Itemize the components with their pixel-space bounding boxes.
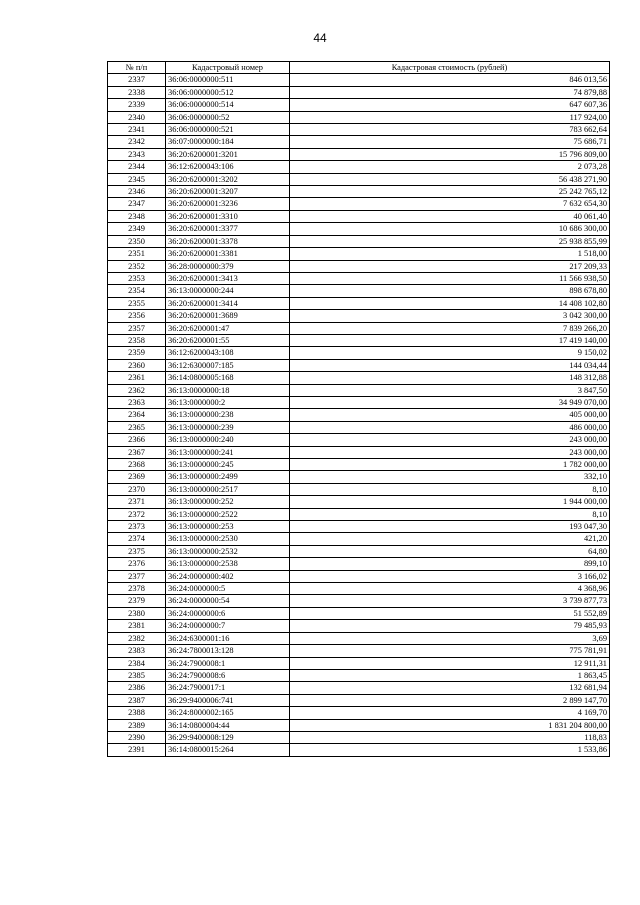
cadastral-value-cell: 899,10 (290, 558, 610, 570)
cadastral-number-cell: 36:13:0000000:238 (166, 409, 290, 421)
table-row (108, 558, 610, 570)
cadastral-number-cell: 36:12:6200043:106 (166, 161, 290, 173)
cadastral-number-cell: 36:06:0000000:511 (166, 74, 290, 86)
cadastral-value-table (107, 61, 610, 757)
cadastral-number-cell: 36:24:7900017:1 (166, 682, 290, 694)
cadastral-value-cell: 15 796 809,00 (290, 148, 610, 160)
row-number-cell: 2344 (108, 161, 166, 173)
cadastral-number-cell: 36:20:6200001:3207 (166, 186, 290, 198)
table-row (108, 508, 610, 520)
cadastral-value-cell: 11 566 938,50 (290, 272, 610, 284)
table-row (108, 694, 610, 706)
cadastral-number-cell: 36:24:0000000:7 (166, 620, 290, 632)
cadastral-number-cell: 36:24:0000000:6 (166, 607, 290, 619)
row-number-cell: 2368 (108, 459, 166, 471)
table-row (108, 396, 610, 408)
row-number-cell: 2354 (108, 285, 166, 297)
cadastral-number-cell: 36:24:7800013:128 (166, 645, 290, 657)
column-header-cadastral-value: Кадастровая стоимость (рублей) (290, 62, 610, 74)
table-row (108, 186, 610, 198)
row-number-cell: 2382 (108, 632, 166, 644)
cadastral-number-cell: 36:20:6200001:3310 (166, 210, 290, 222)
row-number-cell: 2391 (108, 744, 166, 756)
cadastral-value-cell: 1 782 000,00 (290, 459, 610, 471)
row-number-cell: 2357 (108, 322, 166, 334)
row-number-cell: 2367 (108, 446, 166, 458)
cadastral-value-cell: 783 662,64 (290, 124, 610, 136)
row-number-cell: 2370 (108, 483, 166, 495)
cadastral-number-cell: 36:24:6300001:16 (166, 632, 290, 644)
row-number-cell: 2338 (108, 86, 166, 98)
cadastral-number-cell: 36:06:0000000:512 (166, 86, 290, 98)
table-row (108, 99, 610, 111)
cadastral-number-cell: 36:13:0000000:2499 (166, 471, 290, 483)
cadastral-number-cell: 36:13:0000000:2 (166, 396, 290, 408)
cadastral-value-cell: 9 150,02 (290, 347, 610, 359)
table-row (108, 347, 610, 359)
cadastral-number-cell: 36:24:0000000:5 (166, 583, 290, 595)
table-row (108, 707, 610, 719)
cadastral-number-cell: 36:20:6200001:3377 (166, 223, 290, 235)
cadastral-number-cell: 36:24:0000000:54 (166, 595, 290, 607)
cadastral-value-cell: 775 781,91 (290, 645, 610, 657)
row-number-cell: 2353 (108, 272, 166, 284)
cadastral-value-cell: 2 899 147,70 (290, 694, 610, 706)
cadastral-value-cell: 846 013,56 (290, 74, 610, 86)
cadastral-number-cell: 36:13:0000000:2530 (166, 533, 290, 545)
cadastral-number-cell: 36:07:0000000:184 (166, 136, 290, 148)
cadastral-number-cell: 36:20:6200001:3689 (166, 310, 290, 322)
row-number-cell: 2346 (108, 186, 166, 198)
row-number-cell: 2373 (108, 521, 166, 533)
cadastral-value-cell: 3,69 (290, 632, 610, 644)
row-number-cell: 2339 (108, 99, 166, 111)
table-row (108, 645, 610, 657)
table-row (108, 223, 610, 235)
cadastral-value-cell: 1 533,86 (290, 744, 610, 756)
table-row (108, 260, 610, 272)
cadastral-value-cell: 144 034,44 (290, 359, 610, 371)
cadastral-value-cell: 74 879,88 (290, 86, 610, 98)
cadastral-number-cell: 36:24:0000000:402 (166, 570, 290, 582)
cadastral-value-cell: 1 518,00 (290, 248, 610, 260)
cadastral-number-cell: 36:20:6200001:3201 (166, 148, 290, 160)
row-number-cell: 2359 (108, 347, 166, 359)
table-row (108, 446, 610, 458)
cadastral-value-cell: 421,20 (290, 533, 610, 545)
row-number-cell: 2342 (108, 136, 166, 148)
cadastral-number-cell: 36:24:7900008:1 (166, 657, 290, 669)
table-row (108, 719, 610, 731)
column-header-number: № п/п (108, 62, 166, 74)
cadastral-number-cell: 36:20:6200001:3414 (166, 297, 290, 309)
row-number-cell: 2350 (108, 235, 166, 247)
cadastral-value-cell: 3 739 877,73 (290, 595, 610, 607)
cadastral-number-cell: 36:13:0000000:253 (166, 521, 290, 533)
cadastral-value-cell: 243 000,00 (290, 446, 610, 458)
table-row (108, 496, 610, 508)
row-number-cell: 2356 (108, 310, 166, 322)
cadastral-number-cell: 36:06:0000000:52 (166, 111, 290, 123)
row-number-cell: 2384 (108, 657, 166, 669)
cadastral-value-cell: 25 938 855,99 (290, 235, 610, 247)
row-number-cell: 2381 (108, 620, 166, 632)
table-row (108, 421, 610, 433)
table-row (108, 285, 610, 297)
row-number-cell: 2358 (108, 334, 166, 346)
table-row (108, 235, 610, 247)
table-row (108, 322, 610, 334)
cadastral-number-cell: 36:20:6200001:47 (166, 322, 290, 334)
cadastral-value-cell: 40 061,40 (290, 210, 610, 222)
cadastral-value-cell: 4 169,70 (290, 707, 610, 719)
cadastral-value-cell: 75 686,71 (290, 136, 610, 148)
table-row (108, 620, 610, 632)
cadastral-number-cell: 36:06:0000000:514 (166, 99, 290, 111)
row-number-cell: 2388 (108, 707, 166, 719)
table-row (108, 744, 610, 756)
table-row (108, 545, 610, 557)
table-row (108, 334, 610, 346)
cadastral-number-cell: 36:28:0000000:379 (166, 260, 290, 272)
cadastral-number-cell: 36:13:0000000:245 (166, 459, 290, 471)
row-number-cell: 2386 (108, 682, 166, 694)
table-row (108, 657, 610, 669)
cadastral-number-cell: 36:20:6200001:3413 (166, 272, 290, 284)
cadastral-value-cell: 3 847,50 (290, 384, 610, 396)
row-number-cell: 2361 (108, 372, 166, 384)
row-number-cell: 2366 (108, 434, 166, 446)
cadastral-number-cell: 36:13:0000000:2532 (166, 545, 290, 557)
cadastral-value-cell: 1 944 000,00 (290, 496, 610, 508)
row-number-cell: 2389 (108, 719, 166, 731)
table-row (108, 521, 610, 533)
cadastral-number-cell: 36:13:0000000:244 (166, 285, 290, 297)
cadastral-number-cell: 36:14:0800004:44 (166, 719, 290, 731)
table-row (108, 310, 610, 322)
cadastral-value-cell: 56 438 271,90 (290, 173, 610, 185)
cadastral-value-cell: 898 678,80 (290, 285, 610, 297)
cadastral-value-cell: 17 419 140,00 (290, 334, 610, 346)
table-row (108, 297, 610, 309)
table-body (108, 74, 610, 756)
table-row (108, 731, 610, 743)
cadastral-number-cell: 36:13:0000000:18 (166, 384, 290, 396)
table-row (108, 359, 610, 371)
cadastral-number-cell: 36:13:0000000:252 (166, 496, 290, 508)
row-number-cell: 2372 (108, 508, 166, 520)
table-row (108, 682, 610, 694)
cadastral-value-cell: 8,10 (290, 483, 610, 495)
cadastral-value-cell: 3 166,02 (290, 570, 610, 582)
row-number-cell: 2340 (108, 111, 166, 123)
cadastral-value-cell: 1 831 204 800,00 (290, 719, 610, 731)
cadastral-number-cell: 36:13:0000000:241 (166, 446, 290, 458)
row-number-cell: 2385 (108, 669, 166, 681)
cadastral-value-cell: 193 047,30 (290, 521, 610, 533)
cadastral-value-cell: 132 681,94 (290, 682, 610, 694)
table-row (108, 161, 610, 173)
cadastral-value-cell: 243 000,00 (290, 434, 610, 446)
table-row (108, 124, 610, 136)
row-number-cell: 2341 (108, 124, 166, 136)
cadastral-value-cell: 2 073,28 (290, 161, 610, 173)
cadastral-number-cell: 36:24:7900008:6 (166, 669, 290, 681)
row-number-cell: 2345 (108, 173, 166, 185)
cadastral-number-cell: 36:14:0800005:168 (166, 372, 290, 384)
table-row (108, 198, 610, 210)
cadastral-value-cell: 647 607,36 (290, 99, 610, 111)
cadastral-value-cell: 7 839 266,20 (290, 322, 610, 334)
row-number-cell: 2387 (108, 694, 166, 706)
cadastral-number-cell: 36:14:0800015:264 (166, 744, 290, 756)
row-number-cell: 2376 (108, 558, 166, 570)
table-row (108, 570, 610, 582)
row-number-cell: 2343 (108, 148, 166, 160)
table-row (108, 384, 610, 396)
row-number-cell: 2390 (108, 731, 166, 743)
cadastral-value-cell: 25 242 765,12 (290, 186, 610, 198)
cadastral-value-cell: 405 000,00 (290, 409, 610, 421)
table-row (108, 471, 610, 483)
table-row (108, 483, 610, 495)
table-row (108, 248, 610, 260)
table-row (108, 533, 610, 545)
cadastral-number-cell: 36:13:0000000:2517 (166, 483, 290, 495)
page-number: 44 (313, 31, 327, 45)
cadastral-number-cell: 36:24:8000002:165 (166, 707, 290, 719)
row-number-cell: 2347 (108, 198, 166, 210)
row-number-cell: 2378 (108, 583, 166, 595)
cadastral-number-cell: 36:20:6200001:3202 (166, 173, 290, 185)
cadastral-number-cell: 36:12:6300007:185 (166, 359, 290, 371)
row-number-cell: 2351 (108, 248, 166, 260)
cadastral-number-cell: 36:20:6200001:55 (166, 334, 290, 346)
cadastral-value-cell: 118,83 (290, 731, 610, 743)
table-row (108, 173, 610, 185)
row-number-cell: 2369 (108, 471, 166, 483)
cadastral-value-cell: 51 552,89 (290, 607, 610, 619)
table-row (108, 272, 610, 284)
table-row (108, 632, 610, 644)
cadastral-number-cell: 36:20:6200001:3236 (166, 198, 290, 210)
row-number-cell: 2365 (108, 421, 166, 433)
table-row (108, 583, 610, 595)
row-number-cell: 2360 (108, 359, 166, 371)
cadastral-value-cell: 332,10 (290, 471, 610, 483)
column-header-cadastral-number: Кадастровый номер (166, 62, 290, 74)
cadastral-number-cell: 36:13:0000000:2522 (166, 508, 290, 520)
cadastral-value-cell: 486 000,00 (290, 421, 610, 433)
cadastral-value-cell: 1 863,45 (290, 669, 610, 681)
cadastral-value-cell: 10 686 300,00 (290, 223, 610, 235)
row-number-cell: 2337 (108, 74, 166, 86)
table-row (108, 372, 610, 384)
table-row (108, 607, 610, 619)
cadastral-value-cell: 12 911,31 (290, 657, 610, 669)
cadastral-value-cell: 148 312,88 (290, 372, 610, 384)
cadastral-number-cell: 36:29:9400006:741 (166, 694, 290, 706)
row-number-cell: 2374 (108, 533, 166, 545)
cadastral-number-cell: 36:20:6200001:3381 (166, 248, 290, 260)
cadastral-value-cell: 79 485,93 (290, 620, 610, 632)
row-number-cell: 2349 (108, 223, 166, 235)
row-number-cell: 2377 (108, 570, 166, 582)
table-row (108, 434, 610, 446)
row-number-cell: 2364 (108, 409, 166, 421)
table-row (108, 459, 610, 471)
table-row (108, 111, 610, 123)
table-header-row (108, 62, 610, 74)
row-number-cell: 2362 (108, 384, 166, 396)
cadastral-value-cell: 14 408 102,80 (290, 297, 610, 309)
cadastral-value-cell: 3 042 300,00 (290, 310, 610, 322)
cadastral-number-cell: 36:20:6200001:3378 (166, 235, 290, 247)
cadastral-number-cell: 36:13:0000000:240 (166, 434, 290, 446)
cadastral-number-cell: 36:06:0000000:521 (166, 124, 290, 136)
cadastral-number-cell: 36:12:6200043:108 (166, 347, 290, 359)
table-row (108, 409, 610, 421)
cadastral-value-cell: 8,10 (290, 508, 610, 520)
row-number-cell: 2348 (108, 210, 166, 222)
row-number-cell: 2379 (108, 595, 166, 607)
table-row (108, 148, 610, 160)
row-number-cell: 2380 (108, 607, 166, 619)
table-row (108, 74, 610, 86)
row-number-cell: 2355 (108, 297, 166, 309)
cadastral-value-cell: 64,80 (290, 545, 610, 557)
cadastral-value-cell: 34 949 070,00 (290, 396, 610, 408)
cadastral-number-cell: 36:13:0000000:239 (166, 421, 290, 433)
row-number-cell: 2383 (108, 645, 166, 657)
cadastral-value-cell: 217 209,33 (290, 260, 610, 272)
cadastral-number-cell: 36:13:0000000:2538 (166, 558, 290, 570)
table-row (108, 210, 610, 222)
table-row (108, 136, 610, 148)
cadastral-value-cell: 7 632 654,30 (290, 198, 610, 210)
cadastral-number-cell: 36:29:9400008:129 (166, 731, 290, 743)
row-number-cell: 2375 (108, 545, 166, 557)
table-row (108, 669, 610, 681)
row-number-cell: 2371 (108, 496, 166, 508)
row-number-cell: 2352 (108, 260, 166, 272)
table-row (108, 595, 610, 607)
row-number-cell: 2363 (108, 396, 166, 408)
cadastral-value-cell: 117 924,00 (290, 111, 610, 123)
table-row (108, 86, 610, 98)
cadastral-value-cell: 4 368,96 (290, 583, 610, 595)
